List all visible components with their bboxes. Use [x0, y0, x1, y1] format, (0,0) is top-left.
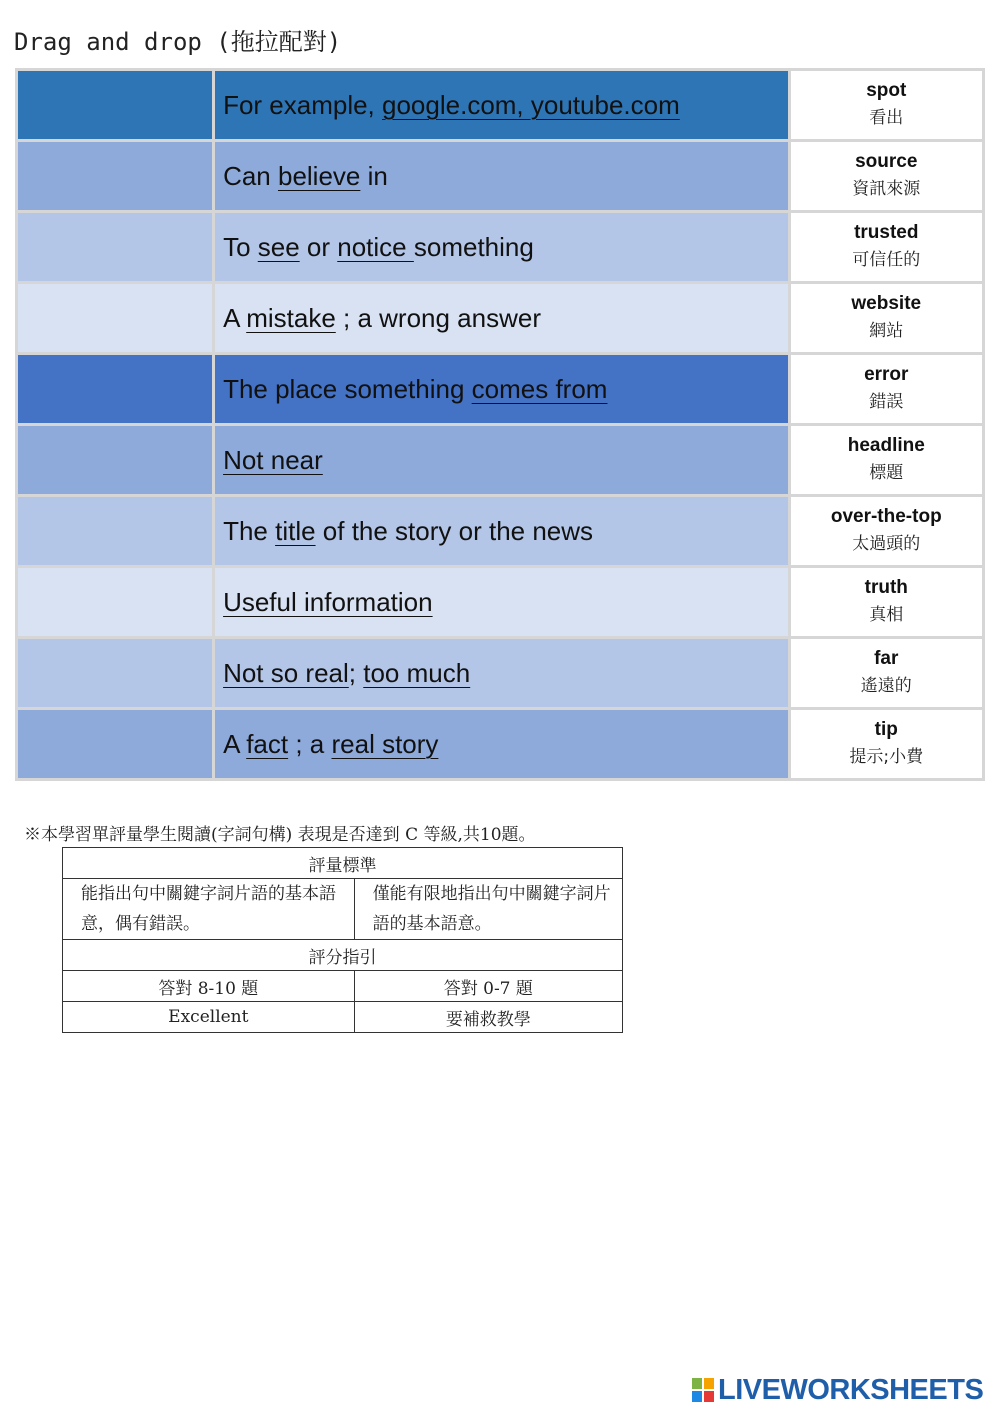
- assessment-note: ※本學習單評量學生閱讀(字詞句構) 表現是否達到 C 等級,共10題。: [24, 825, 536, 845]
- keyword-underlined: notice: [337, 231, 414, 262]
- definition-text: ; a wrong answer: [335, 302, 541, 333]
- match-row: [18, 284, 982, 352]
- definition-cell: [215, 497, 787, 565]
- word-english: trusted: [854, 222, 919, 243]
- word-chinese: 遙遠的: [860, 676, 912, 696]
- draggable-word-card[interactable]: [791, 284, 982, 352]
- definition-text: A: [223, 728, 247, 759]
- word-chinese: 網站: [869, 321, 904, 341]
- definition-cell: [215, 639, 787, 707]
- keyword-underlined: comes from: [471, 373, 608, 404]
- draggable-word-card[interactable]: [791, 142, 982, 210]
- word-english: source: [855, 151, 918, 172]
- keyword-underlined: Not near: [223, 444, 323, 475]
- drop-zone[interactable]: [18, 568, 212, 636]
- match-row: [18, 355, 982, 423]
- keyword-underlined: google.com, youtube.com: [382, 89, 680, 120]
- draggable-word-card[interactable]: [791, 639, 982, 707]
- definition-text: ; a: [288, 728, 332, 759]
- draggable-word-card[interactable]: [791, 497, 982, 565]
- criteria-excellent: 能指出句中關鍵字詞片語的基本語意，偶有錯誤。: [63, 879, 355, 940]
- liveworksheets-logo-icon: [692, 1378, 714, 1402]
- matching-table: [15, 68, 985, 781]
- word-chinese: 太過頭的: [852, 534, 921, 554]
- definition-cell: [215, 710, 787, 778]
- drop-zone[interactable]: [18, 710, 212, 778]
- definition-cell: [215, 71, 787, 139]
- word-chinese: 標題: [869, 463, 904, 483]
- drop-zone[interactable]: [18, 213, 212, 281]
- definition-text: A: [223, 302, 247, 333]
- definition-cell: [215, 355, 787, 423]
- drop-zone[interactable]: [18, 497, 212, 565]
- keyword-underlined: believe: [277, 160, 361, 191]
- word-chinese: 真相: [869, 605, 904, 625]
- word-english: truth: [864, 577, 908, 598]
- definition-cell: [215, 284, 787, 352]
- word-english: over-the-top: [830, 506, 942, 527]
- keyword-underlined: title: [275, 515, 316, 546]
- brand-name: LIVEWORKSHEETS: [718, 1373, 984, 1406]
- word-english: website: [851, 293, 922, 314]
- match-row: [18, 426, 982, 494]
- keyword-underlined: mistake: [246, 302, 336, 333]
- definition-cell: [215, 568, 787, 636]
- definition-text: The: [223, 515, 276, 546]
- match-row: [18, 710, 982, 778]
- keyword-underlined: fact: [246, 728, 289, 759]
- definition-text: something: [413, 231, 534, 262]
- definition-cell: [215, 426, 787, 494]
- brand-logo[interactable]: [692, 1374, 983, 1406]
- keyword-underlined: Not so real: [223, 657, 349, 688]
- draggable-word-card[interactable]: [791, 426, 982, 494]
- word-english: far: [874, 648, 899, 669]
- word-english: spot: [866, 80, 907, 101]
- definition-text: or: [299, 231, 338, 262]
- drop-zone[interactable]: [18, 142, 212, 210]
- criteria-remedial: 僅能有限地指出句中關鍵字詞片語的基本語意。: [354, 879, 622, 940]
- match-row: [18, 71, 982, 139]
- page-title: Drag and drop (拖拉配對): [14, 28, 342, 56]
- definition-text: To: [223, 231, 258, 262]
- draggable-word-card[interactable]: [791, 355, 982, 423]
- draggable-word-card[interactable]: [791, 568, 982, 636]
- draggable-word-card[interactable]: [791, 71, 982, 139]
- score-range-high: 答對 8-10 題: [63, 971, 355, 1002]
- word-chinese: 資訊來源: [852, 179, 921, 199]
- definition-text: ;: [348, 657, 364, 688]
- score-range-low: 答對 0-7 題: [354, 971, 622, 1002]
- definition-cell: [215, 213, 787, 281]
- word-chinese: 看出: [869, 108, 904, 128]
- keyword-underlined: too much: [363, 657, 471, 688]
- match-row: [18, 639, 982, 707]
- definition-text: The place something: [223, 373, 472, 404]
- drop-zone[interactable]: [18, 71, 212, 139]
- drop-zone[interactable]: [18, 284, 212, 352]
- definition-text: of the story or the news: [315, 515, 594, 546]
- definition-cell: [215, 142, 787, 210]
- criteria-header: 評量標準: [63, 848, 623, 879]
- word-english: error: [864, 364, 909, 385]
- draggable-word-card[interactable]: [791, 710, 982, 778]
- match-row: [18, 213, 982, 281]
- level-remedial: 要補救教學: [354, 1002, 622, 1033]
- drop-zone[interactable]: [18, 426, 212, 494]
- keyword-underlined: see: [257, 231, 300, 262]
- drop-zone[interactable]: [18, 639, 212, 707]
- draggable-word-card[interactable]: [791, 213, 982, 281]
- word-chinese: 錯誤: [869, 392, 904, 412]
- word-chinese: 可信任的: [852, 250, 921, 270]
- match-row: [18, 497, 982, 565]
- match-row: [18, 142, 982, 210]
- word-english: tip: [874, 719, 898, 740]
- word-english: headline: [847, 435, 925, 456]
- rubric-table: [62, 847, 623, 1033]
- keyword-underlined: Useful information: [223, 586, 433, 617]
- guide-header: 評分指引: [63, 940, 623, 971]
- match-row: [18, 568, 982, 636]
- level-excellent: Excellent: [63, 1002, 355, 1033]
- drop-zone[interactable]: [18, 355, 212, 423]
- definition-text: Can: [223, 160, 278, 191]
- keyword-underlined: real story: [331, 728, 439, 759]
- definition-text: in: [360, 160, 388, 191]
- word-chinese: 提示;小費: [849, 747, 924, 767]
- definition-text: For example,: [223, 89, 383, 120]
